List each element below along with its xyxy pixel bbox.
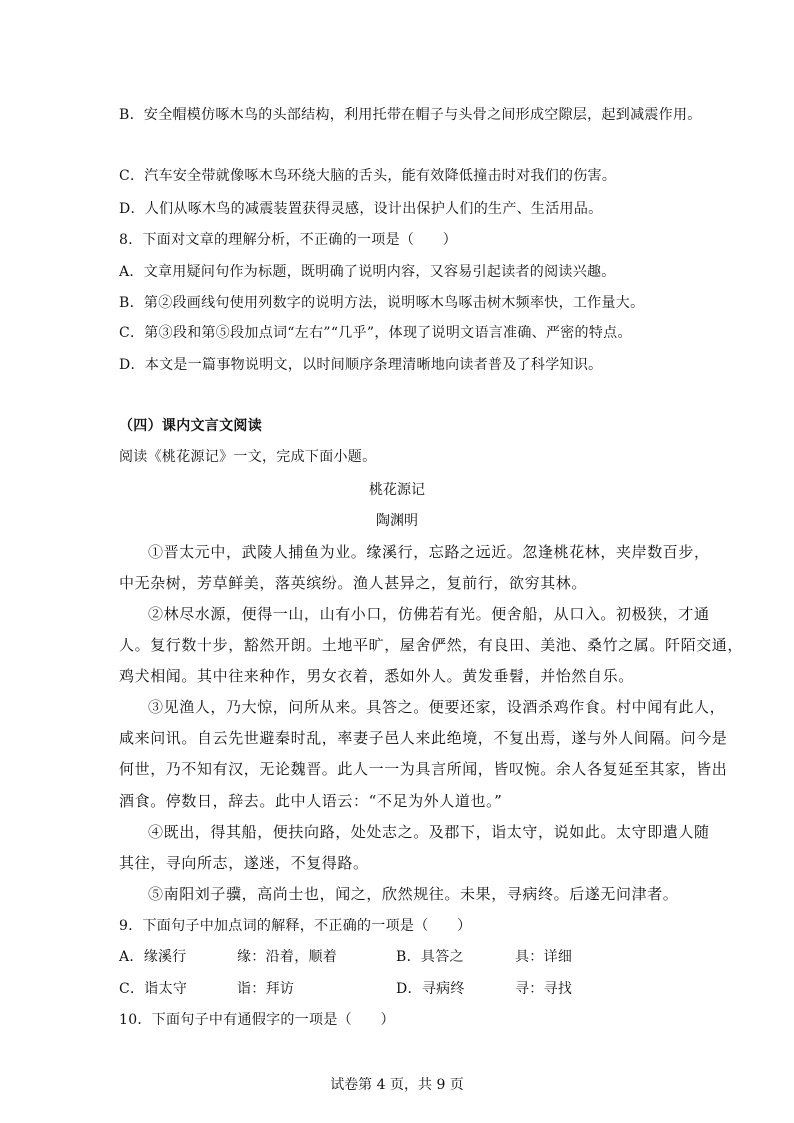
passage-line: 中无杂树，芳草鲜美，落英缤纷。渔人甚异之，复前行，欲穷其林。 — [119, 574, 588, 592]
passage-author: 陶渊明 — [376, 513, 418, 529]
q7-option-d: D．人们从啄木鸟的减震装置获得灵感，设计出保护人们的生产、生活用品。 — [119, 201, 603, 217]
q8-option-b: B．第②段画线句使用列数字的说明方法，说明啄木鸟啄击树木频率快，工作量大。 — [119, 295, 645, 311]
passage-line: ③见渔人，乃大惊，问所从来。具答之。便要还家，设酒杀鸡作食。村中闻有此人， — [148, 698, 726, 716]
section-heading: （四）课内文言文阅读 — [119, 418, 262, 434]
q8-question: 8．下面对文章的理解分析，不正确的一项是（ ） — [119, 232, 458, 248]
q9-option-b-phrase: B．具答之 — [396, 949, 464, 965]
q9-option-a-meaning: 缘：沿着，顺着 — [237, 949, 338, 965]
q7-option-b: B．安全帽模仿啄木鸟的头部结构，利用托带在帽子与头骨之间形成空隙层，起到减震作用。 — [119, 107, 702, 123]
passage-line: 人。复行数十步，豁然开朗。土地平旷，屋舍俨然，有良田、美池、桑竹之属。阡陌交通， — [119, 636, 744, 654]
passage-line: 何世，乃不知有汉，无论魏晋。此人一一为具言所闻，皆叹惋。余人各复延至其家，皆出 — [119, 760, 728, 778]
q8-option-c: C．第③段和第⑤段加点词“左右”“几乎”，体现了说明文语言准确、严密的特点。 — [119, 325, 632, 341]
passage-line: ④既出，得其船，便扶向路，处处志之。及郡下，诣太守，说如此。太守即遣人随 — [148, 823, 710, 841]
q9-option-c-meaning: 诣：拜访 — [237, 981, 295, 997]
passage-line: ⑤南阳刘子骥，高尚士也，闻之，欣然规往。未果，寻病终。后遂无问津者。 — [148, 885, 679, 903]
q8-option-d: D．本文是一篇事物说明文，以时间顺序条理清晰地向读者普及了科学知识。 — [119, 357, 603, 373]
q9-question: 9．下面句子中加点词的解释，不正确的一项是（ ） — [119, 918, 472, 934]
section-instruction: 阅读《桃花源记》一文，完成下面小题。 — [119, 449, 377, 465]
passage-line: 其往，寻向所志，遂迷，不复得路。 — [119, 854, 369, 872]
q9-option-c-phrase: C．诣太守 — [119, 981, 188, 997]
q7-option-c: C．汽车安全带就像啄木鸟环绕大脑的舌头，能有效降低撞击时对我们的伤害。 — [119, 168, 617, 184]
q9-option-d-meaning: 寻：寻找 — [515, 981, 573, 997]
passage-line: ②林尽水源，便得一山，山有小口，仿佛若有光。便舍船，从口入。初极狭，才通 — [148, 605, 710, 623]
passage-line: ①晋太元中，武陵人捕鱼为业。缘溪行，忘路之远近。忽逢桃花林，夹岸数百步， — [148, 543, 710, 561]
passage-line: 鸡犬相闻。其中往来种作，男女衣着，悉如外人。黄发垂髫，并怡然自乐。 — [119, 667, 634, 685]
passage-line: 酒食。停数日，辞去。此中人语云：“不足为外人道也。” — [119, 792, 503, 810]
q9-option-d-phrase: D．寻病终 — [396, 981, 465, 997]
passage-title: 桃花源记 — [369, 482, 425, 498]
q10-question: 10．下面句子中有通假字的一项是（ ） — [119, 1012, 395, 1028]
q8-option-a: A．文章用疑问句作为标题，既明确了说明内容，又容易引起读者的阅读兴趣。 — [119, 264, 616, 280]
page-footer: 试卷第 4 页，共 9 页 — [330, 1077, 464, 1093]
q9-option-a-phrase: A．缘溪行 — [119, 949, 187, 965]
passage-line: 咸来问讯。自云先世避秦时乱，率妻子邑人来此绝境，不复出焉，遂与外人间隔。问今是 — [119, 729, 728, 747]
q9-option-b-meaning: 具：详细 — [515, 949, 573, 965]
